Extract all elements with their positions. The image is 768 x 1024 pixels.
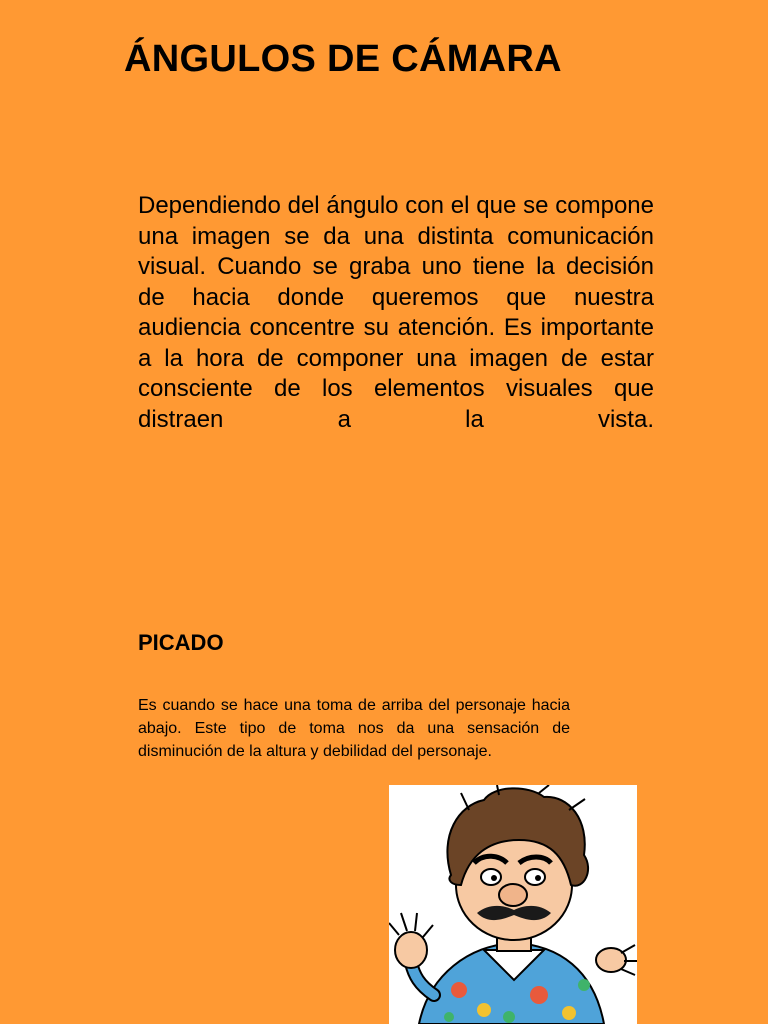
- cartoon-character-illustration: [389, 785, 637, 1024]
- section-description-picado: Es cuando se hace una toma de arriba del personaje hacia abajo. Este tipo de toma nos da una sensación de disminución de la altura y debilidad del personaje.: [138, 697, 570, 760]
- intro-paragraph: Dependiendo del ángulo con el que se compone una imagen se da una distinta comunicación visual. Cuando se graba uno tiene la decisión de hacia donde queremos que nuestra audiencia concentre su atención. Es importante a la hora de componer una imagen de estar consciente de los elementos visuales que distraen a la vista.: [138, 192, 654, 433]
- section-heading-picado: PICADO: [138, 630, 224, 655]
- page-title: ÁNGULOS DE CÁMARA: [124, 38, 562, 80]
